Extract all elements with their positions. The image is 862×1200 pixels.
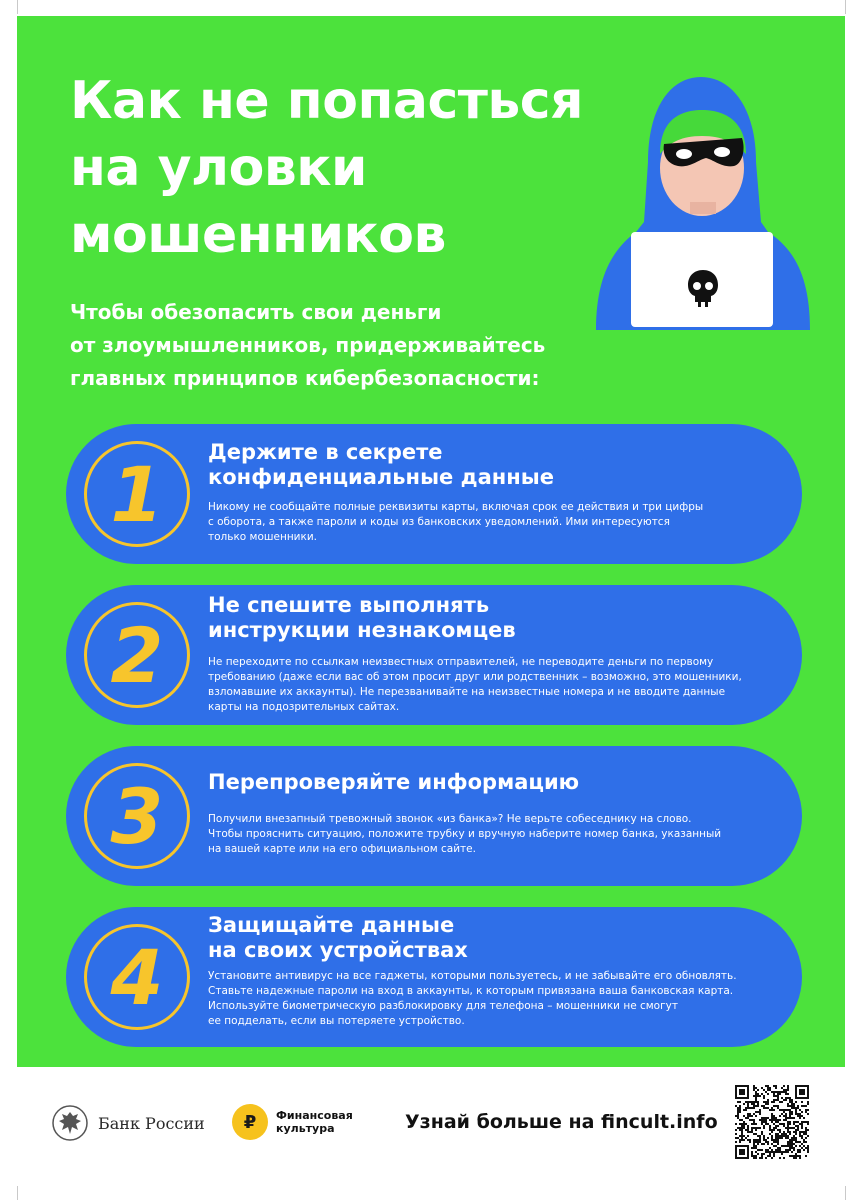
rule-title [208,593,768,643]
rule-body-line: ее подделать, если вы потеряете устройство. [208,1015,465,1027]
rule-body [208,812,768,857]
skull-icon [686,268,720,308]
rule-title-line: инструкции незнакомцев [208,618,516,642]
eye-right [714,147,730,157]
eye-left [676,149,692,159]
rule-card-2 [66,585,802,725]
crop-mark [17,0,18,14]
poster-title [70,68,630,269]
rule-body-line: Ставьте надежные пароли на вход в аккаунты, к которым привязана ваша банковская карта. [208,985,734,997]
rule-body-line: требованию (даже если вас об этом просит друг или родственник – возможно, это мошенники, [208,671,742,683]
double-headed-eagle-icon [52,1105,88,1141]
rule-body-line: Получили внезапный тревожный звонок «из банка»? Не верьте собеседнику на слово. [208,813,692,825]
rule-title-line: на своих устройствах [208,938,468,962]
number-badge [84,602,190,708]
number-badge [84,441,190,547]
rule-body [208,969,768,1029]
rule-body-line: Чтобы прояснить ситуацию, положите трубку и вручную наберите номер банка, указанный [208,828,722,840]
fc-logo-text [276,1109,353,1135]
rule-number: 3 [110,771,164,861]
title-line: Как не попасться [70,71,584,131]
rule-number: 1 [110,449,164,539]
rule-title [208,913,768,963]
subtitle-line: главных принципов кибербезопасности: [70,366,540,390]
rule-title-line: Держите в секрете [208,440,443,464]
poster-subtitle [70,296,650,395]
rule-body-line: на вашей карте или на его официальном сайте. [208,843,476,855]
number-badge [84,763,190,869]
rule-title [208,440,768,490]
rule-body-line: Установите антивирус на все гаджеты, которыми пользуетесь, и не забывайте его обновлять. [208,970,737,982]
rule-card-3 [66,746,802,886]
rule-number: 4 [110,932,164,1022]
number-badge [84,924,190,1030]
rule-body-line: Не переходите по ссылкам неизвестных отправителей, не переводите деньги по первому [208,656,714,668]
rule-title-line: конфиденциальные данные [208,465,554,489]
rule-title [208,770,768,795]
ruble-coin-icon: ₽ [232,1104,268,1140]
title-line: на уловки [70,138,367,198]
rule-title-line: Не спешите выполнять [208,593,490,617]
bank-name: Банк России [98,1113,205,1133]
rule-body [208,655,768,715]
fc-logo-line: Финансовая [276,1109,353,1122]
financial-culture-logo [232,1104,353,1140]
rule-body-line: с оборота, а также пароли и коды из банковских уведомлений. Ими интересуются [208,516,670,528]
fc-logo-line: культура [276,1122,335,1135]
rule-number: 2 [110,610,164,700]
qr-code-icon[interactable] [735,1085,809,1159]
rule-body-line: Используйте биометрическую разблокировку для телефона – мошенники не смогут [208,1000,678,1012]
neck-shape [690,202,716,214]
rule-body-line: только мошенники. [208,531,318,543]
learn-more-link[interactable]: Узнай больше на fincult.info [405,1111,718,1133]
title-line: мошенников [70,205,446,265]
rule-card-1 [66,424,802,564]
bank-of-russia-logo [52,1105,205,1141]
rule-title-line: Защищайте данные [208,913,455,937]
subtitle-line: от злоумышленников, придерживайтесь [70,333,546,357]
rule-body [208,500,768,545]
rule-card-4 [66,907,802,1047]
rule-body-line: взломавшие их аккаунты). Не перезванивайте на неизвестные номера и не вводите данные [208,686,726,698]
rule-body-line: карты на подозрительных сайтах. [208,701,400,713]
rule-title-line: Перепроверяйте информацию [208,770,580,794]
crop-mark [845,0,846,14]
subtitle-line: Чтобы обезопасить свои деньги [70,300,442,324]
rule-body-line: Никому не сообщайте полные реквизиты карты, включая срок ее действия и три цифры [208,501,704,513]
